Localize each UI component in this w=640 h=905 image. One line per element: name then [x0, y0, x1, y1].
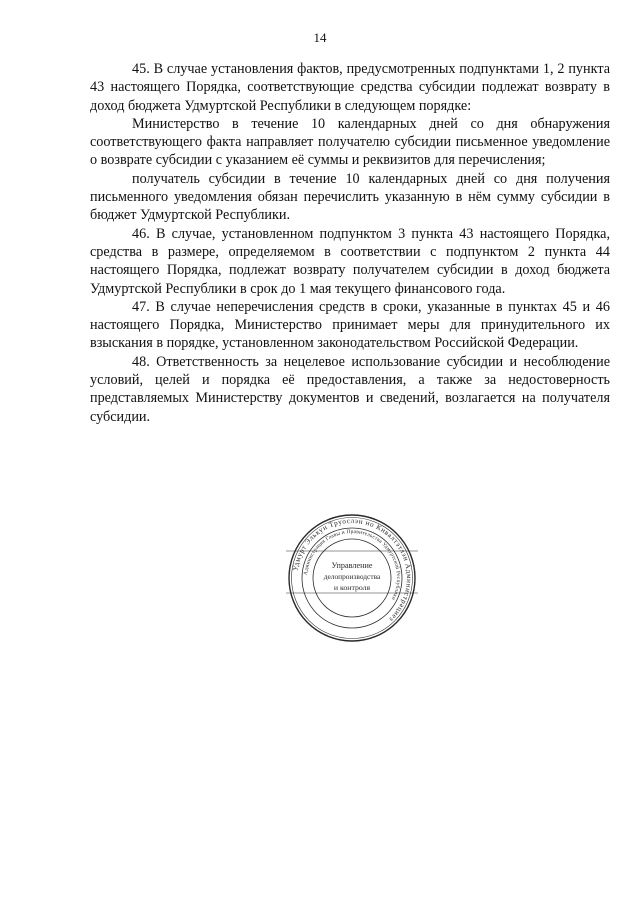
seal-center-line-2: делопроизводства — [323, 572, 381, 581]
seal-graphic — [286, 512, 418, 644]
seal-center-line-1: Управление — [331, 561, 373, 570]
page-number: 14 — [313, 30, 327, 45]
paragraph-45-recipient-transfer: получатель субсидии в течение 10 календарных дней со дня получения письменного уведомления обязан перечислить указанную в нём сумму субсидии в бюджет Удмуртской Республики. — [90, 170, 610, 224]
paragraph-47: 47. В случае неперечисления средств в сроки, указанные в пунктах 45 и 46 настоящего Порядка, Министерство принимает меры для принудительного их взыскания в порядке, установленном законодательством Российской Федерации. — [90, 298, 610, 352]
seal-outer-ring-text: Удмурт Элькун Труослэн но Кивалтэтлэн Администрациез — [291, 516, 414, 624]
seal-inner-ring-text: Администрация Главы и Правительства Удмуртской Республики — [303, 528, 402, 602]
paragraph-45: 45. В случае установления фактов, предусмотренных подпунктами 1, 2 пункта 43 настоящего Порядка, соответствующие средства субсидии подлежат возврату в доход бюджета Удмуртской Республики в следующем порядке: — [90, 61, 610, 114]
paragraph-46: 46. В случае, установленном подпунктом 3 пункта 43 настоящего Порядка, средства в размере, определяемом в соответствии с подпунктом 2 пункта 44 настоящего Порядка, подлежат возврату получателем субсидии в доход бюджета Удмуртской Республики в срок до 1 мая текущего финансового года. — [90, 225, 610, 297]
official-seal-stamp — [286, 512, 418, 644]
document-body — [90, 60, 610, 426]
seal-center-line-3: и контроля — [333, 583, 371, 592]
paragraph-45-ministry-notice: Министерство в течение 10 календарных дней со дня обнаружения соответствующего факта направляет получателю субсидии письменное уведомление о возврате субсидии с указанием её суммы и реквизитов для перечисления; — [90, 115, 610, 169]
paragraph-48: 48. Ответственность за нецелевое использование субсидии и несоблюдение условий, целей и порядка её предоставления, а также за недостоверность представляемых Министерству документов и сведений, возлагается на получателя субсидии. — [90, 353, 610, 425]
